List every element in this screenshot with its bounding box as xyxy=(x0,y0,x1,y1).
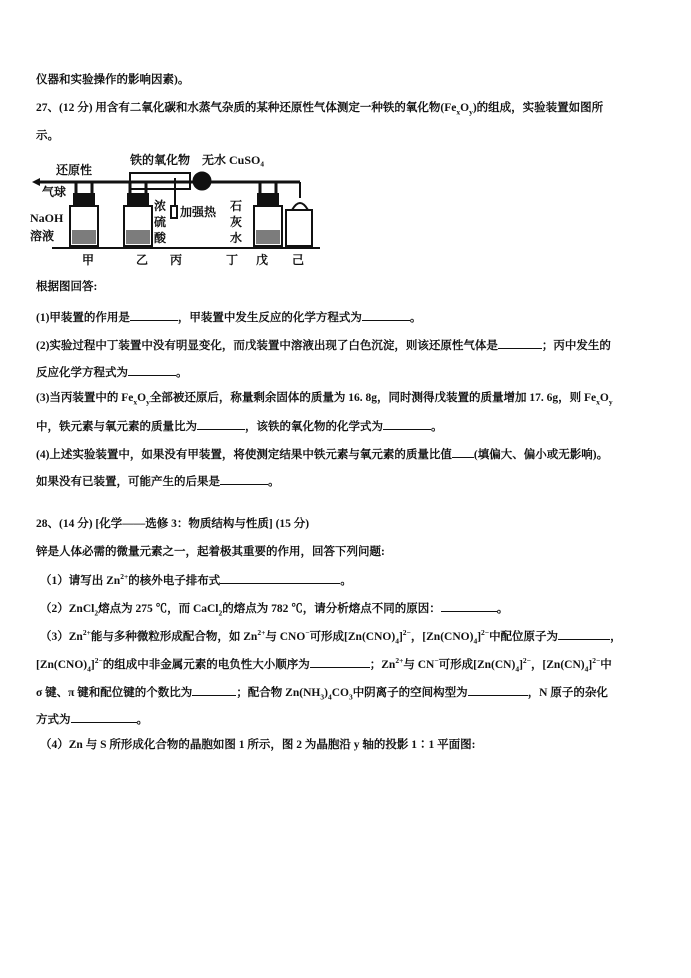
q28-intro: 锌是人体必需的微量元素之一，起着极其重要的作用，回答下列问题: xyxy=(36,546,385,558)
q27-part-3-cont: 中，铁元素与氧元素的质量比为 ，该铁的氧化物的化学式为 。 xyxy=(36,418,661,435)
q28-part-3-line2: $[Zn(CNO)_4]^{2-}$的组成中非金属元素的电负性大小顺序为 ；$Zn^{2+}$与 CN−可形成$[Zn(CN)_4]^{2-}$，$[Zn(CN)_4]^{2-}$中 xyxy=(36,656,612,674)
label-iron-oxide: 铁的氧化物 xyxy=(130,153,191,167)
q27-part-4: (4)上述实验装置中，如果没有甲装置，将使测定结果中铁元素与氧元素的质量比值 (填偏大、偏小或无影响)。 xyxy=(36,446,661,463)
answer-blank[interactable] xyxy=(310,656,370,668)
unit-ji: 己 xyxy=(292,253,305,267)
label-anhydrous-cuso4: 无水 CuSO₄ xyxy=(202,153,264,167)
answer-blank[interactable] xyxy=(362,309,410,321)
answer-blank[interactable] xyxy=(468,684,528,696)
q28-title: 28、(14 分) [化学——选修 3：物质结构与性质] (15 分) xyxy=(36,518,310,530)
unit-yi: 乙 xyxy=(136,253,149,267)
q27-part-2: (2)实验过程中丁装置中没有明显变化，而戊装置中溶液出现了白色沉淀，则该还原性气体是 ；丙中发生的 xyxy=(36,337,661,354)
label-naoh: NaOH xyxy=(30,211,64,225)
q28-part-3-line3: σ 键、π 键和配位键的个数比为 ；配合物 $Zn(NH_3)_4CO_3$中阴离子的空间构型为 ，N 原子的杂化 xyxy=(36,684,661,701)
answer-blank[interactable] xyxy=(130,309,178,321)
answer-blank[interactable] xyxy=(441,600,497,612)
answer-blank[interactable] xyxy=(220,473,268,485)
q27-intro-text: )的组成，实验装置如图所 xyxy=(472,102,604,114)
q27-part-1: (1)甲装置的作用是 ，甲装置中发生反应的化学方程式为 。 xyxy=(36,309,661,326)
label-lime-2: 灰 xyxy=(230,215,243,229)
answer-blank[interactable] xyxy=(452,446,474,458)
answer-blank[interactable] xyxy=(128,364,176,376)
answer-blank[interactable] xyxy=(220,572,340,584)
q28-part-2: （2）ZnCl$_2$熔点为 275 ℃，而 CaCl$_2$的熔点为 782 ℃，请分析熔点不同的原因： 。 xyxy=(40,600,661,617)
label-reducing-gas: 还原性 xyxy=(56,163,93,177)
q27-intro-text: 27、(12 分) 用含有二氧化碳和水蒸气杂质的某种还原性气体测定一种铁的氧化物(Fe xyxy=(36,102,457,114)
subscript: x xyxy=(456,107,461,117)
answer-blank[interactable] xyxy=(71,711,137,723)
answer-blank[interactable] xyxy=(383,418,431,430)
q27-part-2-cont: 反应化学方程式为 。 xyxy=(36,364,661,381)
apparatus-diagram xyxy=(30,148,330,270)
label-strong-heat: 加强热 xyxy=(180,205,217,219)
q28-part-1: （1）请写出 $Zn^{2+}$的核外电子排布式 。 xyxy=(40,572,352,587)
q28-part-3: $(3)Zn^{2+}$能与多种微粒形成配合物，如 $Zn^{2+}$与 CNO−可形成$[Zn(CNO)_4]^{2-}$，$[Zn(CNO)_4]^{2-}$中配位原子为 ， xyxy=(40,628,622,646)
q28-part-4: （4）Zn 与 S 所形成化合物的晶胞如图 1 所示，图 2 为晶胞沿 y 轴的投影 1∶1 平面图: xyxy=(40,739,476,751)
previous-question-tail: 仪器和实验操作的影响因素)。 xyxy=(36,74,190,86)
label-lime-3: 水 xyxy=(230,231,243,245)
label-sulfuric: 硫 xyxy=(154,215,167,229)
label-lime-1: 石 xyxy=(230,199,243,213)
subscript: y xyxy=(469,107,473,117)
label-conc: 浓 xyxy=(154,199,167,213)
q27-intro-text: O xyxy=(460,102,470,114)
q27-intro-cont: 示。 xyxy=(36,130,59,142)
unit-ding: 丁 xyxy=(226,253,239,267)
label-solution: 溶液 xyxy=(30,229,55,243)
q27-prompt: 根据图回答: xyxy=(36,281,98,293)
unit-bing: 丙 xyxy=(170,253,183,267)
q27-intro xyxy=(36,101,661,116)
answer-blank[interactable] xyxy=(197,418,245,430)
answer-blank[interactable] xyxy=(498,337,542,349)
q27-part-4-cont: 如果没有已装置，可能产生的后果是 。 xyxy=(36,473,661,490)
answer-blank[interactable] xyxy=(558,628,610,640)
unit-wu: 戊 xyxy=(256,253,269,267)
answer-blank[interactable] xyxy=(192,684,236,696)
label-acid: 酸 xyxy=(154,231,167,245)
q28-part-3-line4: 方式为 。 xyxy=(36,711,661,728)
q27-part-3: (3)当丙装置中的 $Fe_xO_y$全部被还原后，称量剩余固体的质量为 16. 8g，同时测得戊装置的质量增加 17. 6g，则 $Fe_xO_y$ xyxy=(36,392,613,407)
label-balloon: 气球 xyxy=(42,185,67,199)
unit-jia: 甲 xyxy=(82,253,95,267)
